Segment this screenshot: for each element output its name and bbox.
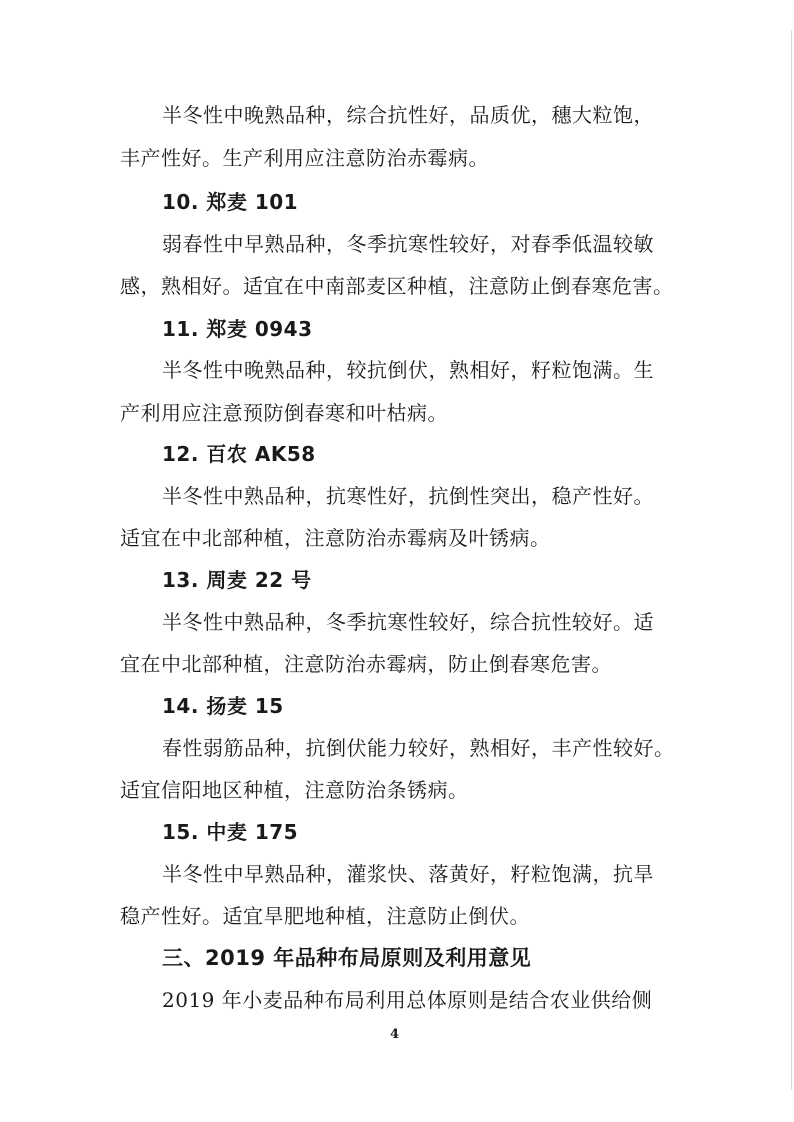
variety-heading: 11. 郑麦 0943	[162, 317, 313, 341]
paragraph-line: 弱春性中早熟品种，冬季抗寒性较好，对春季低温较敏	[162, 232, 654, 256]
paragraph-line: 半冬性中早熟品种，灌浆快、落黄好，籽粒饱满，抗旱	[162, 862, 654, 886]
paragraph-line: 稳产性好。适宜旱肥地种植，注意防止倒伏。	[120, 904, 530, 928]
variety-heading: 10. 郑麦 101	[162, 190, 299, 214]
paragraph-line: 适宜在中北部种植，注意防治赤霉病及叶锈病。	[120, 526, 551, 550]
paragraph-line: 产利用应注意预防倒春寒和叶枯病。	[120, 401, 448, 425]
variety-heading: 14. 扬麦 15	[162, 694, 284, 718]
paragraph-line: 丰产性好。生产利用应注意防治赤霉病。	[120, 146, 489, 170]
variety-heading: 13. 周麦 22 号	[162, 568, 312, 592]
scan-edge-line	[791, 30, 792, 1090]
paragraph-line: 春性弱筋品种，抗倒伏能力较好，熟相好，丰产性较好。	[162, 736, 675, 760]
paragraph-line: 适宜信阳地区种植，注意防治条锈病。	[120, 778, 469, 802]
paragraph-line: 宜在中北部种植，注意防治赤霉病，防止倒春寒危害。	[120, 652, 612, 676]
page-number: 4	[390, 1027, 400, 1042]
paragraph-line: 半冬性中熟品种，冬季抗寒性较好，综合抗性较好。适	[162, 610, 654, 634]
paragraph-line: 半冬性中晚熟品种，综合抗性好，品质优，穗大粒饱，	[162, 103, 654, 127]
variety-heading: 15. 中麦 175	[162, 820, 299, 844]
paragraph-line: 2019 年小麦品种布局利用总体原则是结合农业供给侧	[162, 988, 653, 1012]
paragraph-line: 感，熟相好。适宜在中南部麦区种植，注意防止倒春寒危害。	[120, 274, 674, 298]
section-heading: 三、2019 年品种布局原则及利用意见	[162, 946, 532, 970]
paragraph-line: 半冬性中熟品种，抗寒性好，抗倒性突出，稳产性好。	[162, 484, 654, 508]
paragraph-line: 半冬性中晚熟品种，较抗倒伏，熟相好，籽粒饱满。生	[162, 358, 654, 382]
variety-heading: 12. 百农 AK58	[162, 442, 316, 466]
